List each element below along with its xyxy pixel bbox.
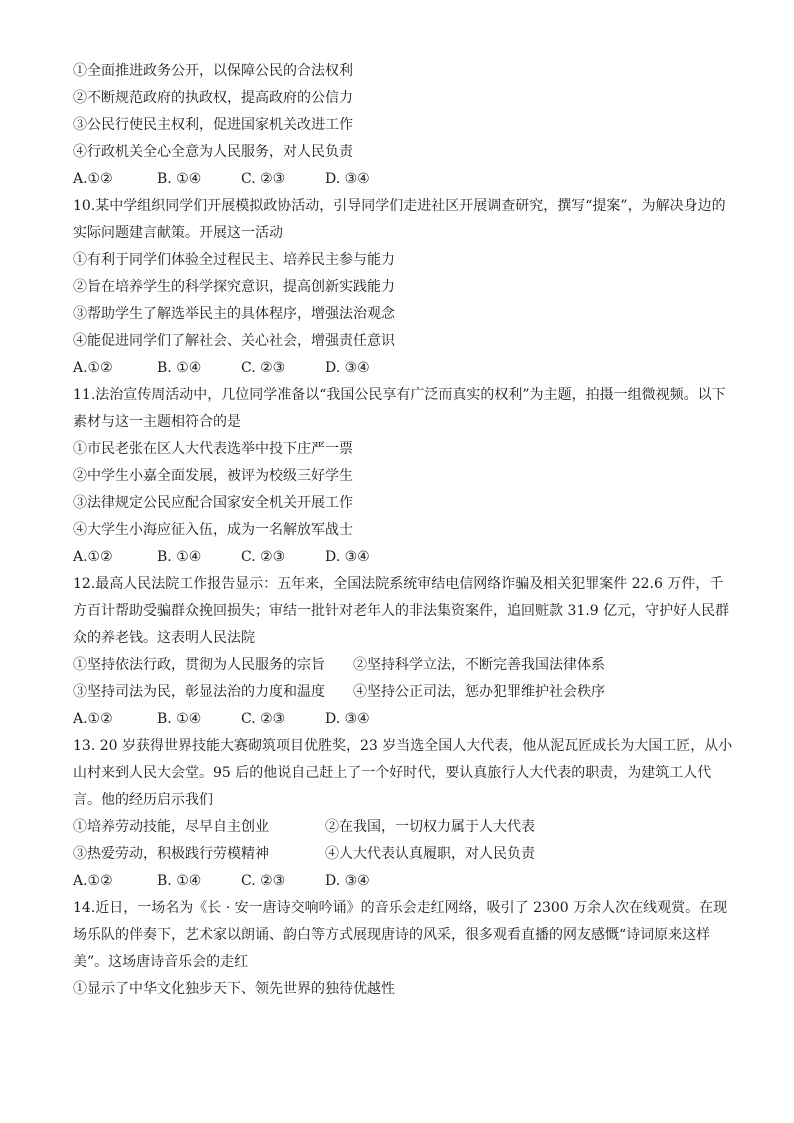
q12-choice-b: B. ①④	[157, 711, 202, 727]
q12-choices	[73, 706, 735, 733]
q12-options-row-2	[73, 679, 735, 706]
q12-choice-d: D. ③④	[325, 711, 370, 727]
q9-option-4: ④行政机关全心全意为人民服务，对人民负责	[73, 144, 353, 160]
q9-option-3: ③公民行使民主权利，促进国家机关改进工作	[73, 117, 353, 133]
q11-choice-a: A.①②	[73, 549, 113, 565]
q10-choice-d: D. ③④	[325, 360, 370, 376]
q14-stem: 14.近日，一场名为《长 · 安一唐诗交响吟诵》的音乐会走红网络，吸引了 2300 万余人次在线观赏。在现场乐队的伴奏下，艺术家以朗诵、韵白等方式展现唐诗的风采，很多观看直播的网友感慨“诗词原来这样美”。这场唐诗音乐会的走红	[73, 900, 728, 970]
q12-choice-c: C. ②③	[241, 711, 286, 727]
q12-stem: 12.最高人民法院工作报告显示：五年来，全国法院系统审结电信网络诈骗及相关犯罪案件 22.6 万件，千方百计帮助受骗群众挽回损失；审结一批针对老年人的非法集资案件，追回赃款 31.9 亿元，守护好人民群众的养老钱。这表明人民法院	[73, 576, 730, 646]
q9-option-1: ①全面推进政务公开，以保障公民的合法权利	[73, 63, 353, 79]
q13-options-row-1	[73, 814, 735, 841]
exam-page	[73, 58, 735, 1003]
q10-choice-a: A.①②	[73, 360, 113, 376]
q11-choice-c: C. ②③	[241, 549, 286, 565]
q11-option-1: ①市民老张在区人大代表选举中投下庄严一票	[73, 441, 353, 457]
q12-option-1: ①坚持依法行政，贯彻为人民服务的宗旨	[73, 657, 325, 673]
q9-choice-b: B. ①④	[157, 171, 202, 187]
q10-choice-c: C. ②③	[241, 360, 286, 376]
q11-choice-b: B. ①④	[157, 549, 202, 565]
q13-choice-d: D. ③④	[325, 873, 370, 889]
q9-option-2: ②不断规范政府的执政权，提高政府的公信力	[73, 90, 353, 106]
q12-option-4: ④坚持公正司法，惩办犯罪维护社会秩序	[353, 684, 605, 700]
question-14	[73, 895, 735, 1003]
q13-choice-a: A.①②	[73, 873, 113, 889]
q13-option-3: ③热爱劳动，积极践行劳模精神	[73, 846, 269, 862]
q12-options-row-1	[73, 652, 735, 679]
question-13	[73, 733, 735, 895]
q13-stem: 13. 20 岁获得世界技能大赛砌筑项目优胜奖，23 岁当选全国人大代表，他从泥瓦匠成长为大国工匠，从小山村来到人民大会堂。95 后的他说自己赶上了一个好时代，要认真旅行人大代表的职责，为建筑工人代言。他的经历启示我们	[73, 738, 733, 808]
q12-option-3: ③坚持司法为民，彰显法治的力度和温度	[73, 684, 325, 700]
q10-option-3: ③帮助学生了解选举民主的具体程序，增强法治观念	[73, 306, 395, 322]
q13-choice-b: B. ①④	[157, 873, 202, 889]
question-11	[73, 382, 735, 571]
q13-choices	[73, 868, 735, 895]
q9-choice-a: A.①②	[73, 171, 113, 187]
q9-choices	[73, 166, 735, 193]
q11-stem: 11.法治宣传周活动中，几位同学准备以“我国公民享有广泛而真实的权利”为主题，拍摄一组微视频。以下素材与这一主题相符合的是	[73, 387, 726, 430]
q11-option-4: ④大学生小海应征入伍，成为一名解放军战士	[73, 522, 353, 538]
q10-choice-b: B. ①④	[157, 360, 202, 376]
q11-choice-d: D. ③④	[325, 549, 370, 565]
q11-option-3: ③法律规定公民应配合国家安全机关开展工作	[73, 495, 353, 511]
question-12	[73, 571, 735, 733]
q14-option-1: ①显示了中华文化独步天下、领先世界的独待优越性	[73, 981, 395, 997]
q10-option-2: ②旨在培养学生的科学探究意识，提高创新实践能力	[73, 279, 395, 295]
q13-option-2: ②在我国，一切权力属于人大代表	[325, 819, 535, 835]
q10-choices	[73, 355, 735, 382]
question-9	[73, 58, 735, 193]
q13-options-row-2	[73, 841, 735, 868]
q13-option-4: ④人大代表认真履职，对人民负责	[325, 846, 535, 862]
q10-option-1: ①有利于同学们体验全过程民主、培养民主参与能力	[73, 252, 395, 268]
q10-option-4: ④能促进同学们了解社会、关心社会，增强责任意识	[73, 333, 395, 349]
q10-stem: 10.某中学组织同学们开展模拟政协活动，引导同学们走进社区开展调查研究，撰写“提案”，为解决身边的实际问题建言献策。开展这一活动	[73, 198, 726, 241]
q13-choice-c: C. ②③	[241, 873, 286, 889]
q9-choice-c: C. ②③	[241, 171, 286, 187]
q11-choices	[73, 544, 735, 571]
q9-choice-d: D. ③④	[325, 171, 370, 187]
q12-choice-a: A.①②	[73, 711, 113, 727]
q12-option-2: ②坚持科学立法，不断完善我国法律体系	[353, 657, 605, 673]
q11-option-2: ②中学生小嘉全面发展，被评为校级三好学生	[73, 468, 353, 484]
q13-option-1: ①培养劳动技能，尽早自主创业	[73, 819, 269, 835]
question-10	[73, 193, 735, 382]
